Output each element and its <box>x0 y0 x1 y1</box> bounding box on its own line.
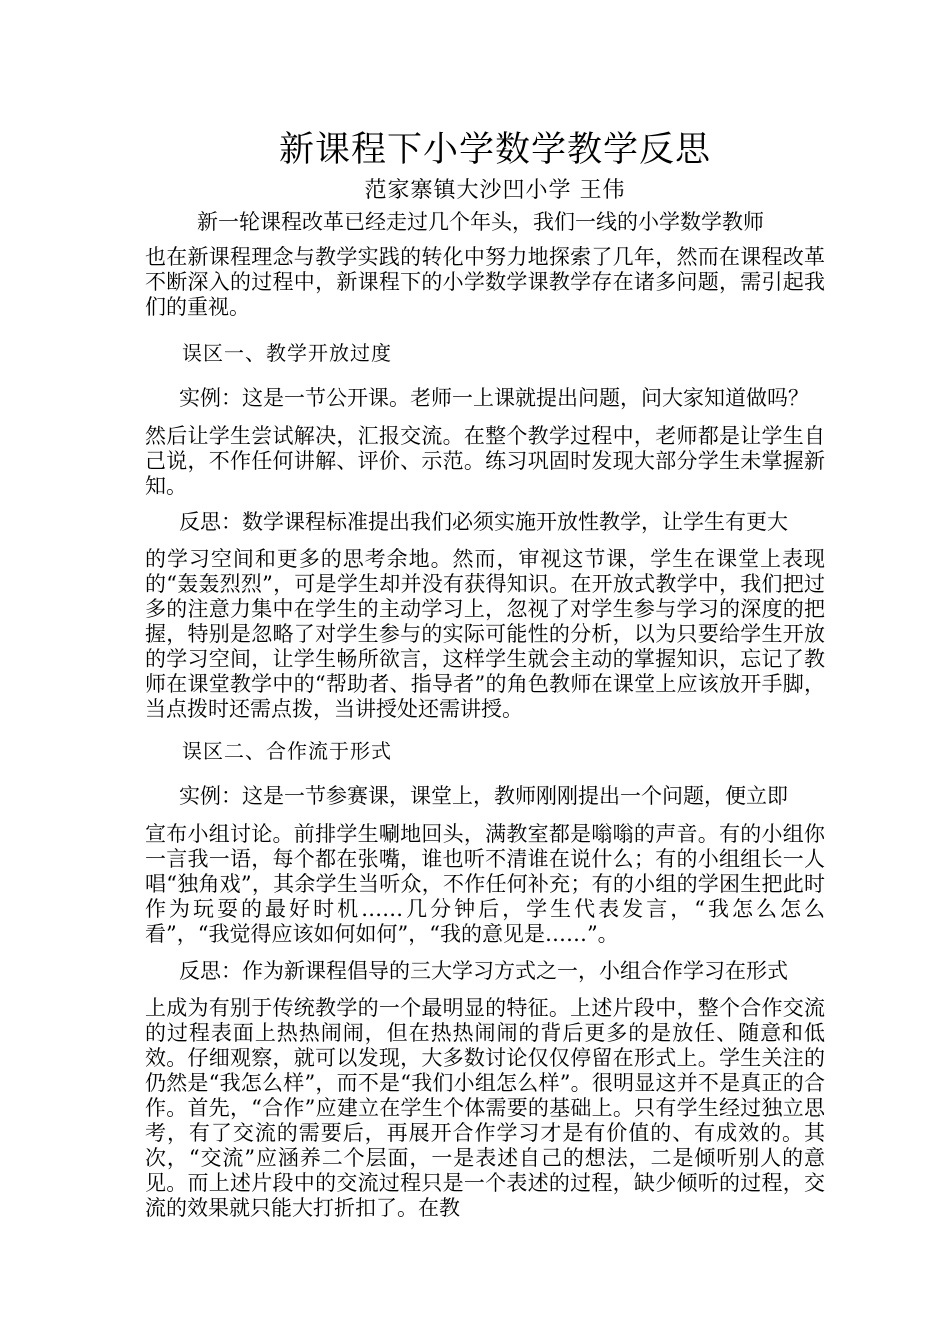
section1-example-first-line: 实例：这是一节公开课。老师一上课就提出问题，问大家知道做吗？ <box>179 386 809 410</box>
section2-example-paragraph <box>145 784 825 947</box>
section2-reflection-paragraph <box>145 959 825 1221</box>
section2-example-first-line: 实例：这是一节参赛课，课堂上，教师刚刚提出一个问题，便立即 <box>179 784 788 808</box>
section2-heading: 误区二、合作流于形式 <box>182 739 392 763</box>
section1-example-paragraph <box>145 386 825 499</box>
intro-first-line: 新一轮课程改革已经走过几个年头，我们一线的小学数学教师 <box>197 210 764 234</box>
section2-example-rest: 宣布小组讨论。前排学生唰地回头，满教室都是嗡嗡的声音。有的小组你一言我一语，每个都在张嘴，谁也听不清谁在说什么；有的小组组长一人唱“独角戏”，其余学生当听众，不作任何补充；有的小组的学困生把此时作为玩耍的最好时机……几分钟后，学生代表发言，“我怎么怎么看”，“我觉得应该如何如何”，“我的意见是……”。 <box>145 822 825 946</box>
section1-reflection-paragraph <box>145 510 825 722</box>
section2-reflection-first-line: 反思：作为新课程倡导的三大学习方式之一，小组合作学习在形式 <box>179 959 788 983</box>
section1-example-rest: 然后让学生尝试解决，汇报交流。在整个教学过程中，老师都是让学生自己说，不作任何讲解、评价、示范。练习巩固时发现大部分学生未掌握新知。 <box>145 424 825 498</box>
document-author: 范家寨镇大沙凹小学 王伟 <box>364 178 626 203</box>
section1-reflection-first-line: 反思：数学课程标准提出我们必须实施开放性教学，让学生有更大 <box>179 510 788 534</box>
intro-paragraph <box>145 210 825 320</box>
section1-reflection-rest: 的学习空间和更多的思考余地。然而，审视这节课，学生在课堂上表现的“轰轰烈烈”，可是学生却并没有获得知识。在开放式教学中，我们把过多的注意力集中在学生的主动学习上，忽视了对学生参与学习的深度的把握，特别是忽略了对学生参与的实际可能性的分析，以为只要给学生开放的学习空间，让学生畅所欲言，这样学生就会主动的掌握知识，忘记了教师在课堂教学中的“帮助者、指导者”的角色教师在课堂上应该放开手脚，当点拨时还需点拨，当讲授处还需讲授。 <box>145 547 825 721</box>
section1-heading: 误区一、教学开放过度 <box>182 341 392 365</box>
section2-reflection-rest: 上成为有别于传统教学的一个最明显的特征。上述片段中，整个合作交流的过程表面上热热闹闹，但在热热闹闹的背后更多的是放任、随意和低效。仔细观察，就可以发现，大多数讨论仅仅停留在形式上。学生关注的仍然是“我怎么样”，而不是“我们小组怎么样”。很明显这并不是真正的合作。首先，“合作”应建立在学生个体需要的基础上。只有学生经过独立思考，有了交流的需要后，再展开合作学习才是有价值的、有成效的。其次，“交流”应涵养二个层面，一是表述自己的想法，二是倾听别人的意见。而上述片段中的交流过程只是一个表述的过程，缺少倾听的过程，交流的效果就只能大打折扣了。在教 <box>145 996 825 1220</box>
document-title: 新课程下小学数学教学反思 <box>278 130 711 170</box>
intro-rest: 也在新课程理念与教学实践的转化中努力地探索了几年，然而在课程改革不断深入的过程中，新课程下的小学数学课教学存在诸多问题，需引起我们的重视。 <box>145 245 825 319</box>
